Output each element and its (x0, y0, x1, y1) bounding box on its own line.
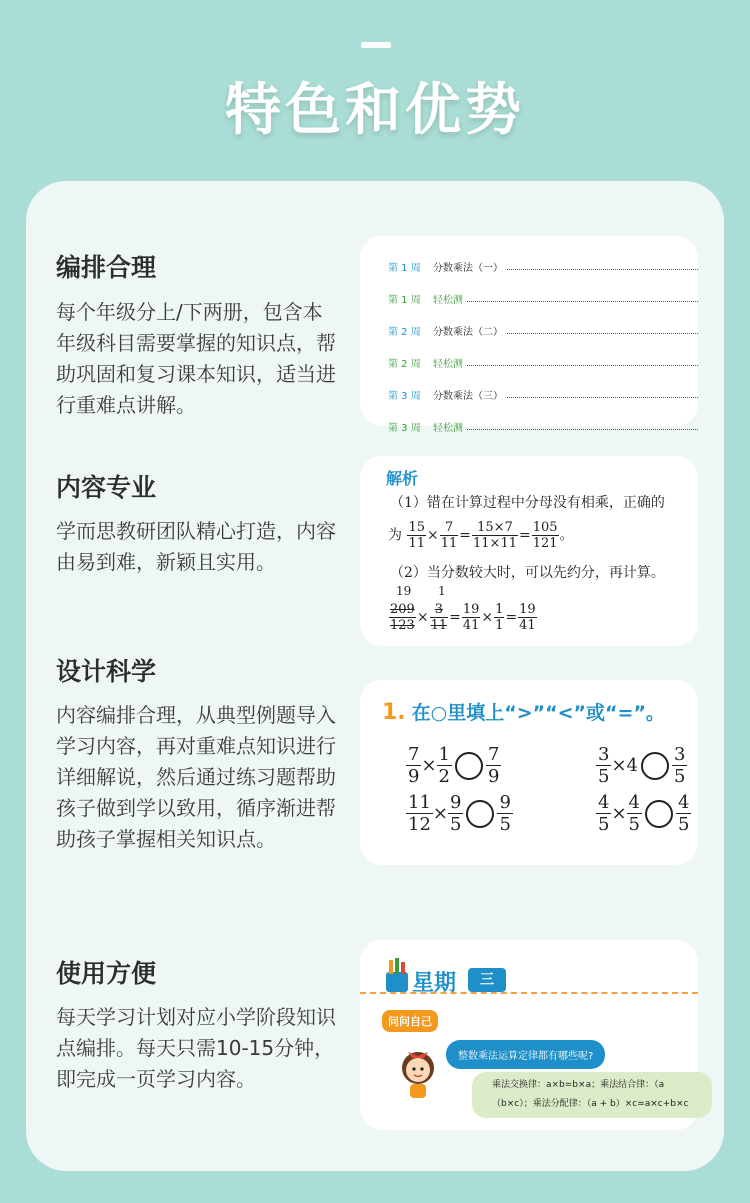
section-body-1: 每个年级分上/下两册，包含本年级科目需要掌握的知识点，帮助巩固和复习课本知识，适当进行重难点讲解。 (56, 300, 336, 417)
solution-line-1: （1）错在计算过程中分母没有相乘，正确的 (390, 495, 665, 511)
toc-dots (467, 294, 698, 302)
solution-thumbnail (360, 456, 698, 646)
solution-heading: 解析 (386, 469, 419, 488)
solution-prefix: 为 (388, 527, 402, 544)
toc-name: 分数乘法（一） (433, 262, 503, 274)
toc-week: 第 3 周 (388, 390, 421, 402)
toc-dots (507, 326, 698, 334)
section-body-4: 每天学习计划对应小学阶段知识点编排。每天只需10-15分钟，即完成一页学习内容。 (56, 1005, 336, 1091)
answer-circle[interactable] (641, 752, 669, 780)
day-thumbnail (360, 940, 698, 1130)
multiplier: 4 (626, 755, 638, 776)
exercise-expression: $\frac{4}{5}$ × $\frac{4}{5}$ $\frac{4}{5}$ (598, 792, 690, 835)
exercise-thumbnail (360, 680, 698, 865)
exercise-expression: $\frac{11}{12}$ × $\frac{9}{5}$ $\frac{9}{5}$ (408, 792, 511, 835)
answer-line-1: 乘法交换律：a×b=b×a；乘法结合律：（a (492, 1080, 665, 1090)
toc-row (388, 354, 698, 370)
answer-bubble (472, 1072, 712, 1118)
toc-dots (507, 262, 698, 270)
fraction: $\frac{15\times 7}{11\times 11}$ (473, 520, 517, 551)
question-bubble: 整数乘法运算定律都有哪些呢? (446, 1040, 605, 1069)
title-dash (361, 42, 391, 48)
pencil-cup-icon (382, 958, 412, 994)
fraction: $\frac{105}{121}$ (532, 520, 558, 551)
toc-thumbnail (360, 236, 698, 434)
answer-circle[interactable] (645, 800, 673, 828)
solution-line-3: （2）当分数较大时，可以先约分，再计算。 (390, 565, 665, 581)
exercise-expression: $\frac{3}{5}$ × 4 $\frac{3}{5}$ (598, 744, 686, 787)
ask-yourself-tag: 问问自己 (382, 1010, 438, 1032)
section-title-2: 内容专业 (56, 473, 157, 502)
toc-row (388, 386, 698, 402)
toc-name: 轻松测 (433, 358, 463, 370)
fraction: $\frac{7}{11}$ (440, 520, 458, 551)
toc-row (388, 418, 698, 434)
toc-row (388, 290, 698, 306)
fraction: $\frac{3}{11}$ (430, 602, 448, 633)
toc-week: 第 1 周 (388, 294, 421, 306)
answer-line-2: （b×c）；乘法分配律：（a + b）×c=a×c+b×c (492, 1099, 689, 1109)
fraction: $\frac{1}{1}$ (495, 602, 504, 633)
exercise-number: 1. (382, 700, 406, 725)
section-title-4: 使用方便 (56, 959, 157, 988)
toc-week: 第 2 周 (388, 326, 421, 338)
day-badge: 三 (468, 968, 506, 992)
toc-name: 分数乘法（二） (433, 326, 503, 338)
toc-name: 轻松测 (433, 422, 463, 434)
girl-avatar-icon (396, 1042, 440, 1102)
fraction: $\frac{19}{41}$ (462, 602, 480, 633)
toc-row (388, 258, 698, 274)
day-divider (360, 992, 698, 994)
answer-circle[interactable] (466, 800, 494, 828)
toc-week: 第 2 周 (388, 358, 421, 370)
toc-week: 第 3 周 (388, 422, 421, 434)
reduce-top-2: 1 (438, 584, 446, 598)
toc-name: 轻松测 (433, 294, 463, 306)
answer-circle[interactable] (455, 752, 483, 780)
toc-week: 第 1 周 (388, 262, 421, 274)
exercise-question (382, 698, 665, 725)
section-body-3: 内容编排合理，从典型例题导入学习内容，再对重难点知识进行详细解说，然后通过练习题帮助孩子做到学以致用，循序渐进帮助孩子掌握相关知识点。 (56, 703, 336, 851)
toc-dots (467, 358, 698, 366)
toc-name: 分数乘法（三） (433, 390, 503, 402)
section-body-2: 学而思教研团队精心打造，内容由易到难，新颖且实用。 (56, 519, 336, 574)
section-title-1: 编排合理 (56, 253, 157, 282)
page-title: 特色和优势 (225, 78, 525, 143)
solution-line-4: $\frac{209}{123}$ × $\frac{3}{11}$ = $\frac{19}{41}$ × $\frac{1}{1}$ = $\frac{19}{41}$ (390, 602, 536, 633)
solution-suffix: 。 (559, 527, 574, 544)
toc-dots (467, 422, 698, 430)
exercise-text: 在○里填上“>”“<”或“=”。 (411, 702, 665, 724)
section-title-3: 设计科学 (56, 657, 157, 686)
fraction: $\frac{19}{41}$ (519, 602, 536, 633)
fraction: $\frac{209}{123}$ (390, 602, 415, 633)
exercise-expression: $\frac{7}{9}$ × $\frac{1}{2}$ $\frac{7}{9}$ (408, 744, 500, 787)
fraction: $\frac{15}{11}$ (408, 520, 425, 551)
toc-row (388, 322, 698, 338)
solution-line-2: 为 $\frac{15}{11}$ × $\frac{7}{11}$ = $\frac{15\times 7}{11\times 11}$ = $\frac{105}{121}$ 。 (388, 520, 574, 551)
reduce-top-1: 19 (396, 584, 412, 598)
toc-dots (507, 390, 698, 398)
day-title: 星期 (412, 971, 457, 996)
